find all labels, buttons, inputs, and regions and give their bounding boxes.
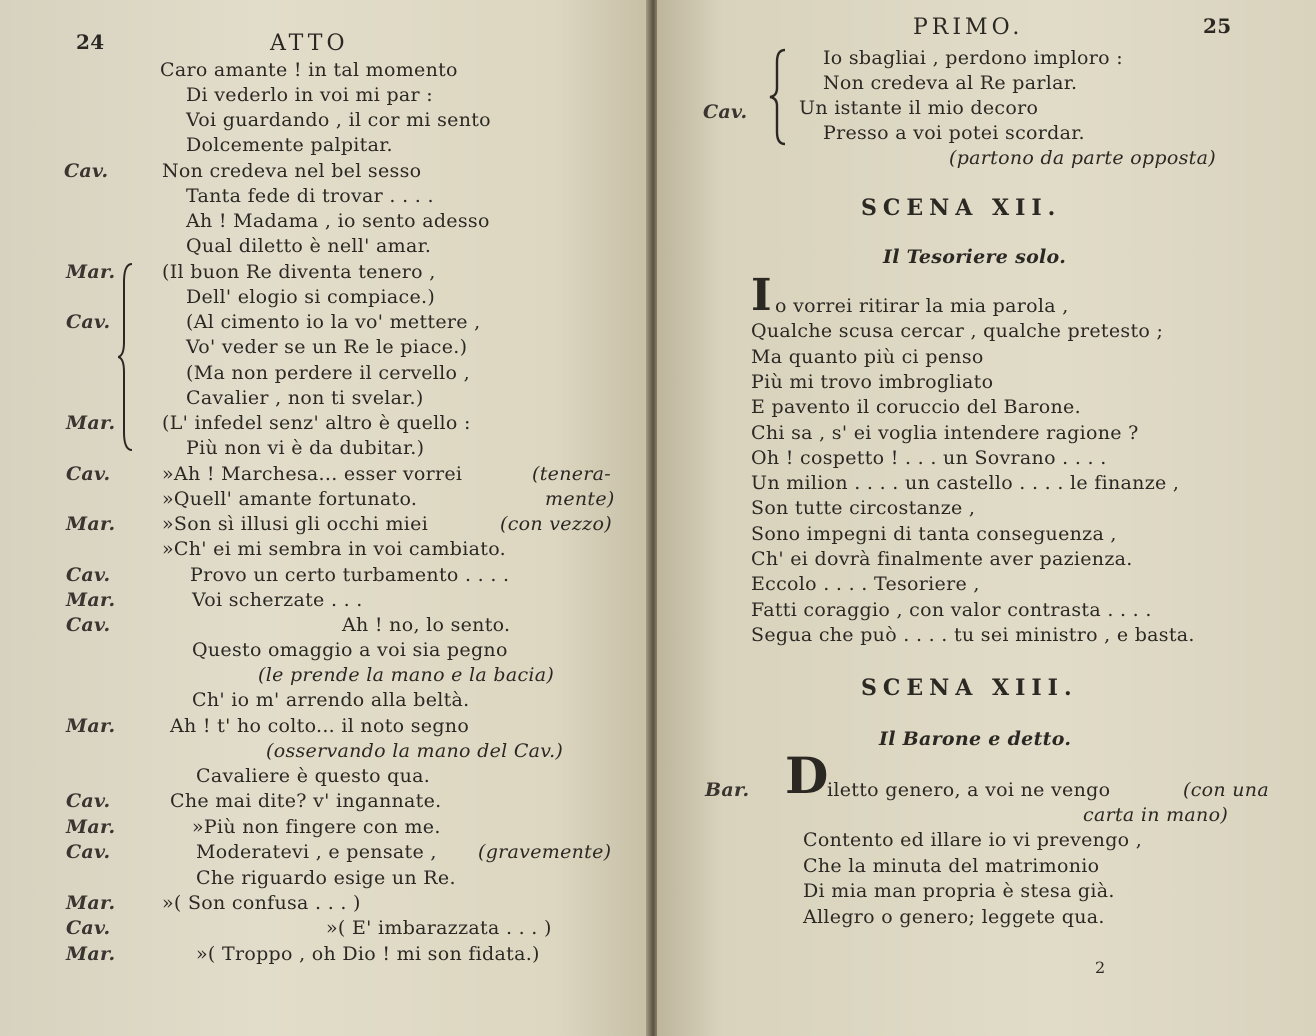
verse-line: Più non vi è da dubitar.) bbox=[186, 437, 425, 459]
verse-line: o vorrei ritirar la mia parola , bbox=[775, 295, 1069, 317]
speaker-label: Mar. bbox=[66, 513, 116, 535]
running-head: ATTO bbox=[270, 31, 349, 56]
stage-direction: (partono da parte opposta) bbox=[949, 147, 1216, 169]
verse-line: Dell' elogio si compiace.) bbox=[186, 286, 436, 308]
verse-line: Chi sa , s' ei voglia intendere ragione ? bbox=[751, 421, 1139, 444]
verse-line: Voi scherzate . . . bbox=[192, 589, 363, 611]
signature-mark: 2 bbox=[1095, 958, 1106, 977]
speaker-label: Cav. bbox=[66, 564, 111, 586]
speaker-label: Mar. bbox=[66, 261, 116, 283]
verse-line: Non credeva al Re parlar. bbox=[823, 72, 1078, 94]
verse-line: Oh ! cospetto ! . . . un Sovrano . . . . bbox=[751, 446, 1107, 469]
scene-title: SCENA XII. bbox=[861, 195, 1062, 221]
speaker-label: Mar. bbox=[66, 715, 116, 737]
verse-line: Segua che può . . . . tu sei ministro , e basta. bbox=[751, 623, 1195, 646]
verse-line: »Quell' amante fortunato. bbox=[162, 488, 418, 510]
verse-line: (Al cimento io la vo' mettere , bbox=[186, 311, 481, 333]
speaker-label: Bar. bbox=[705, 779, 750, 801]
verse-line: Tanta fede di trovar . . . . bbox=[186, 185, 434, 207]
speaker-label: Mar. bbox=[66, 816, 116, 838]
left-page bbox=[0, 0, 652, 1036]
verse-line: Ah ! no, lo sento. bbox=[342, 614, 511, 636]
verse-line: Contento ed illare io vi prevengo , bbox=[803, 829, 1143, 851]
verse-line: Cavalier , non ti svelar.) bbox=[186, 387, 424, 409]
stage-direction: (con vezzo) bbox=[500, 513, 612, 535]
speaker-label: Mar. bbox=[66, 589, 116, 611]
verse-line: Io sbagliai , perdono imploro : bbox=[823, 47, 1123, 69]
verse-line: »Ch' ei mi sembra in voi cambiato. bbox=[162, 538, 506, 560]
verse-line: Sono impegni di tanta conseguenza , bbox=[751, 522, 1117, 545]
verse-line: (Ma non perdere il cervello , bbox=[186, 362, 470, 384]
scene-title: SCENA XIII. bbox=[861, 675, 1078, 701]
page-number: 25 bbox=[1203, 14, 1232, 38]
verse-line: »Ah ! Marchesa... esser vorrei bbox=[162, 463, 463, 485]
speaker-label: Cav. bbox=[66, 311, 111, 333]
speaker-label: Cav. bbox=[66, 841, 111, 863]
verse-line: Eccolo . . . . Tesoriere , bbox=[751, 573, 980, 596]
speaker-label: Mar. bbox=[66, 943, 116, 965]
verse-line: »Son sì illusi gli occhi miei bbox=[162, 513, 429, 535]
verse-line: Di vederlo in voi mi par : bbox=[186, 84, 433, 106]
stage-direction: (con una bbox=[1183, 779, 1269, 801]
verse-line: »( E' imbarazzata . . . ) bbox=[326, 917, 552, 939]
verse-line: Ah ! t' ho colto... il noto segno bbox=[170, 715, 470, 737]
verse-line: Allegro o genero; leggete qua. bbox=[803, 905, 1105, 928]
speaker-label: Mar. bbox=[66, 892, 116, 914]
verse-line: Che la minuta del matrimonio bbox=[803, 854, 1100, 877]
scene-subtitle: Il Tesoriere solo. bbox=[883, 246, 1067, 268]
stage-direction: (osservando la mano del Cav.) bbox=[266, 740, 564, 762]
verse-line: Un milion . . . . un castello . . . . le finanze , bbox=[751, 472, 1180, 495]
page-number: 24 bbox=[76, 30, 105, 54]
verse-line: Caro amante ! in tal momento bbox=[160, 59, 458, 81]
verse-line: Di mia man propria è stesa già. bbox=[803, 880, 1115, 902]
verse-line: Che mai dite? v' ingannate. bbox=[170, 790, 442, 812]
verse-line: Son tutte circostanze , bbox=[751, 497, 976, 520]
verse-line: Non credeva nel bel sesso bbox=[162, 160, 422, 182]
scene-subtitle: Il Barone e detto. bbox=[879, 728, 1072, 750]
verse-line: Questo omaggio a voi sia pegno bbox=[192, 639, 508, 661]
verse-line: Provo un certo turbamento . . . . bbox=[190, 564, 510, 586]
verse-line: iletto genero, a voi ne vengo bbox=[827, 779, 1111, 801]
verse-line: »( Troppo , oh Dio ! mi son fidata.) bbox=[196, 943, 540, 965]
verse-line: »( Son confusa . . . ) bbox=[162, 892, 361, 914]
verse-line: Un istante il mio decoro bbox=[799, 97, 1039, 119]
stage-direction: carta in mano) bbox=[1083, 804, 1229, 826]
verse-line: Vo' veder se un Re le piace.) bbox=[186, 336, 468, 358]
verse-line: Che riguardo esige un Re. bbox=[196, 867, 456, 889]
speaker-label: Mar. bbox=[66, 412, 116, 434]
stage-direction: mente) bbox=[545, 488, 615, 510]
speaker-label: Cav. bbox=[703, 101, 748, 123]
brace-mark bbox=[769, 48, 789, 146]
verse-line: (L' infedel senz' altro è quello : bbox=[162, 412, 471, 434]
drop-cap: D bbox=[785, 746, 829, 805]
speaker-label: Cav. bbox=[64, 160, 109, 182]
verse-line: E pavento il coruccio del Barone. bbox=[751, 396, 1081, 419]
verse-line: Dolcemente palpitar. bbox=[186, 134, 393, 156]
verse-line: Moderatevi , e pensate , bbox=[196, 841, 437, 863]
verse-line: Fatti coraggio , con valor contrasta . . . . bbox=[751, 598, 1152, 621]
verse-line: Presso a voi potei scordar. bbox=[823, 122, 1085, 144]
drop-cap: I bbox=[751, 270, 772, 321]
verse-line: Qualche scusa cercar , qualche pretesto ; bbox=[751, 320, 1164, 343]
verse-line: (Il buon Re diventa tenero , bbox=[162, 261, 436, 283]
stage-direction: (gravemente) bbox=[478, 841, 612, 863]
brace-mark bbox=[118, 262, 136, 452]
running-head: PRIMO. bbox=[913, 15, 1024, 40]
verse-line: Voi guardando , il cor mi sento bbox=[186, 109, 491, 131]
verse-line: Ch' ei dovrà finalmente aver pazienza. bbox=[751, 548, 1133, 570]
verse-line: Qual diletto è nell' amar. bbox=[186, 235, 432, 257]
verse-line: »Più non fingere con me. bbox=[192, 816, 441, 838]
speaker-label: Cav. bbox=[66, 917, 111, 939]
speaker-label: Cav. bbox=[66, 463, 111, 485]
verse-line: Ch' io m' arrendo alla beltà. bbox=[192, 689, 470, 711]
verse-line: Ma quanto più ci penso bbox=[751, 345, 984, 368]
right-page bbox=[657, 0, 1316, 1036]
verse-line: Più mi trovo imbrogliato bbox=[751, 370, 994, 393]
speaker-label: Cav. bbox=[66, 790, 111, 812]
speaker-label: Cav. bbox=[66, 614, 111, 636]
verse-line: Cavaliere è questo qua. bbox=[196, 765, 431, 787]
stage-direction: (le prende la mano e la bacia) bbox=[258, 664, 555, 686]
verse-line: Ah ! Madama , io sento adesso bbox=[186, 210, 490, 232]
stage-direction: (tenera- bbox=[532, 463, 612, 485]
